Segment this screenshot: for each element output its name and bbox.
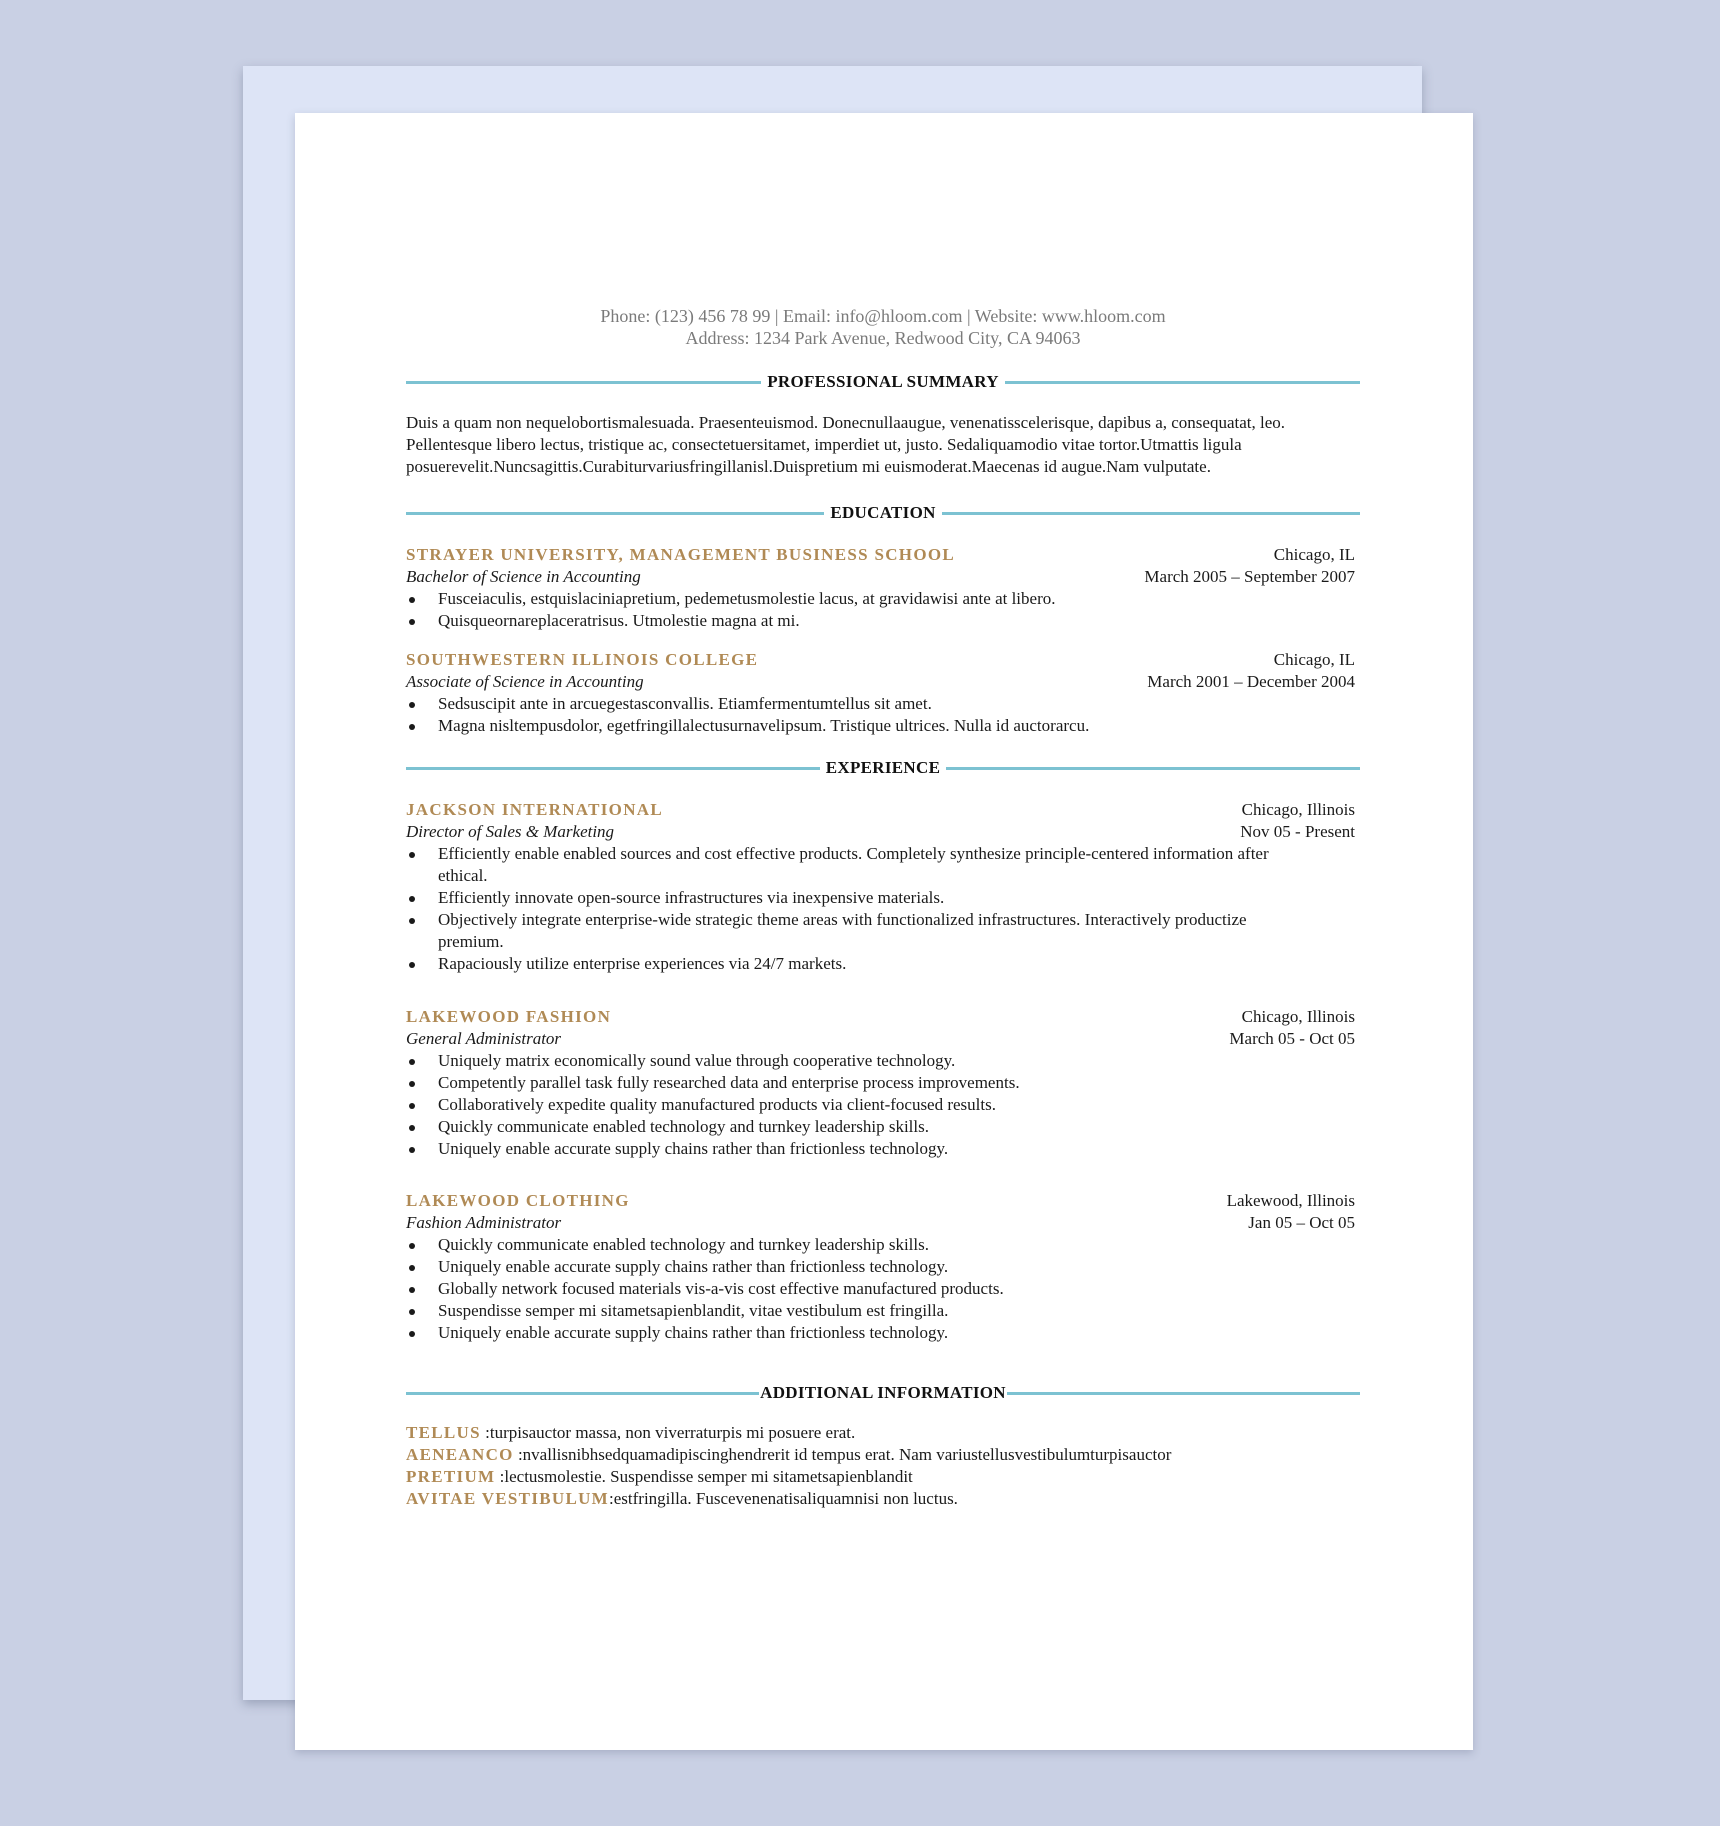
bullet-item: Objectively integrate enterprise-wide strategic theme areas with functionalized infrastructures. Interactively productize premium. xyxy=(406,909,1360,953)
heading-rule xyxy=(406,381,761,384)
info-separator: : xyxy=(513,1445,523,1464)
bullet-item: Quickly communicate enabled technology and turnkey leadership skills. xyxy=(406,1234,1360,1256)
info-key: AENEANCO xyxy=(406,1445,514,1464)
resume-content xyxy=(406,305,1360,1510)
job-title: Fashion Administrator xyxy=(406,1213,562,1232)
info-item xyxy=(406,1466,1360,1488)
bullet-item: Sedsuscipit ante in arcuegestasconvallis. Etiamfermentumtellus sit amet. xyxy=(406,693,1360,715)
additional-heading xyxy=(406,1382,1360,1404)
info-text: estfringilla. Fuscevenenatisaliquamnisi non luctus. xyxy=(613,1489,958,1508)
job-dates: March 05 - Oct 05 xyxy=(1229,1029,1355,1048)
education-entry xyxy=(406,649,1360,737)
company-name: JACKSON INTERNATIONAL xyxy=(406,800,663,819)
education-entry xyxy=(406,544,1360,632)
degree: Associate of Science in Accounting xyxy=(406,672,644,691)
info-key: AVITAE VESTIBULUM xyxy=(406,1489,610,1508)
summary-text: Duis a quam non nequelobortismalesuada. Praesenteuismod. Donecnullaaugue, venenatisscelerisque, dapibus a, consequatat, leo. Pellentesque libero lectus, tristique ac, consectetuersitamet, imperdiet ut, justo. Sedaliquamodio vitae tortor.Utmattis ligula posuerevelit.Nuncsagittis.Curabiturvariusfringillanisl.Duispretium mi euismoderat.Maecenas id augue.Nam vulputate. xyxy=(406,413,1286,476)
bullet-item: Uniquely enable accurate supply chains rather than frictionless technology. xyxy=(406,1256,1360,1278)
experience-entry xyxy=(406,1006,1360,1160)
heading-rule xyxy=(1007,1392,1360,1395)
job-dates: Jan 05 – Oct 05 xyxy=(1248,1213,1355,1232)
contact-line-2: Address: 1234 Park Avenue, Redwood City, CA 94063 xyxy=(685,328,1081,348)
bullet-item: Quickly communicate enabled technology and turnkey leadership skills. xyxy=(406,1116,1360,1138)
experience-entry xyxy=(406,1190,1360,1344)
education-heading xyxy=(406,502,1360,524)
info-key: PRETIUM xyxy=(406,1467,496,1486)
school-name: STRAYER UNIVERSITY, MANAGEMENT BUSINESS SCHOOL xyxy=(406,545,955,564)
heading-rule xyxy=(406,512,824,515)
bullet-item: Fusceiaculis, estquislaciniapretium, pedemetusmolestie lacus, at gravidawisi ante at libero. xyxy=(406,588,1360,610)
info-item xyxy=(406,1488,1360,1510)
education-bullets xyxy=(406,588,1360,632)
bullet-item: Efficiently innovate open-source infrastructures via inexpensive materials. xyxy=(406,887,1360,909)
info-separator: : xyxy=(480,1423,490,1442)
job-bullets xyxy=(406,843,1360,975)
degree: Bachelor of Science in Accounting xyxy=(406,567,641,586)
school-location: Chicago, IL xyxy=(1273,650,1355,669)
school-location: Chicago, IL xyxy=(1273,545,1355,564)
heading-rule xyxy=(406,1392,759,1395)
contact-line-1: Phone: (123) 456 78 99 | Email: info@hloom.com | Website: www.hloom.com xyxy=(600,306,1166,326)
job-bullets xyxy=(406,1234,1360,1344)
job-bullets xyxy=(406,1050,1360,1160)
bullet-item: Collaboratively expedite quality manufactured products via client-focused results. xyxy=(406,1094,1360,1116)
info-separator: : xyxy=(609,1489,614,1508)
job-dates: Nov 05 - Present xyxy=(1240,822,1355,841)
job-title: Director of Sales & Marketing xyxy=(406,822,615,841)
bullet-item: Uniquely matrix economically sound value through cooperative technology. xyxy=(406,1050,1360,1072)
info-separator: : xyxy=(495,1467,505,1486)
resume-page xyxy=(295,113,1473,1750)
company-name: LAKEWOOD CLOTHING xyxy=(406,1191,630,1210)
education-dates: March 2005 – September 2007 xyxy=(1144,567,1355,586)
job-location: Chicago, Illinois xyxy=(1241,1007,1355,1026)
additional-info-list xyxy=(406,1422,1360,1510)
experience-heading-title: EXPERIENCE xyxy=(825,758,941,777)
heading-rule xyxy=(942,512,1360,515)
experience-entry xyxy=(406,799,1360,975)
job-location: Lakewood, Illinois xyxy=(1226,1191,1355,1210)
experience-heading xyxy=(406,757,1360,779)
summary-heading-title: PROFESSIONAL SUMMARY xyxy=(767,372,999,391)
info-text: nvallisnibhsedquamadipiscinghendrerit id tempus erat. Nam variustellusvestibulumturpisauctor xyxy=(522,1445,1172,1464)
info-item xyxy=(406,1444,1360,1466)
education-dates: March 2001 – December 2004 xyxy=(1147,672,1355,691)
bullet-item: Uniquely enable accurate supply chains rather than frictionless technology. xyxy=(406,1138,1360,1160)
bullet-item: Rapaciously utilize enterprise experiences via 24/7 markets. xyxy=(406,953,1360,975)
summary-heading xyxy=(406,371,1360,393)
bullet-item: Quisqueornareplaceratrisus. Utmolestie magna at mi. xyxy=(406,610,1360,632)
job-title: General Administrator xyxy=(406,1029,562,1048)
company-name: LAKEWOOD FASHION xyxy=(406,1007,612,1026)
heading-rule xyxy=(946,767,1360,770)
bullet-item: Efficiently enable enabled sources and cost effective products. Completely synthesize principle-centered information after ethical. xyxy=(406,843,1360,887)
education-bullets xyxy=(406,693,1360,737)
bullet-item: Magna nisltempusdolor, egetfringillalectusurnavelipsum. Tristique ultrices. Nulla id auctorarcu. xyxy=(406,715,1360,737)
info-text: lectusmolestie. Suspendisse semper mi sitametsapienblandit xyxy=(504,1467,913,1486)
heading-rule xyxy=(406,767,820,770)
bullet-item: Uniquely enable accurate supply chains rather than frictionless technology. xyxy=(406,1322,1360,1344)
info-key: TELLUS xyxy=(406,1423,481,1442)
heading-rule xyxy=(1005,381,1360,384)
contact-block xyxy=(406,305,1360,349)
additional-heading-title: ADDITIONAL INFORMATION xyxy=(760,1383,1006,1402)
bullet-item: Suspendisse semper mi sitametsapienblandit, vitae vestibulum est fringilla. xyxy=(406,1300,1360,1322)
job-location: Chicago, Illinois xyxy=(1241,800,1355,819)
bullet-item: Competently parallel task fully researched data and enterprise process improvements. xyxy=(406,1072,1360,1094)
info-text: turpisauctor massa, non viverraturpis mi posuere erat. xyxy=(489,1423,856,1442)
bullet-item: Globally network focused materials vis-a-vis cost effective manufactured products. xyxy=(406,1278,1360,1300)
info-item xyxy=(406,1422,1360,1444)
school-name: SOUTHWESTERN ILLINOIS COLLEGE xyxy=(406,650,759,669)
education-heading-title: EDUCATION xyxy=(830,503,936,522)
